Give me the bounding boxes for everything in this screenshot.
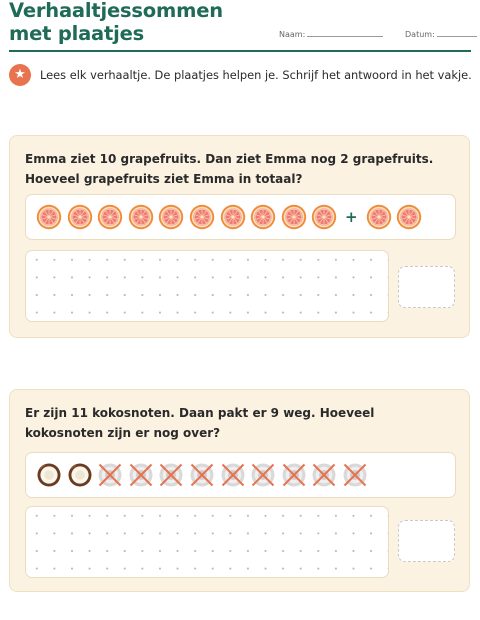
crossed-out-coconut-icon	[342, 462, 368, 488]
grapefruit-icon	[220, 204, 246, 230]
name-field[interactable]	[279, 30, 383, 39]
grapefruit-icon	[158, 204, 184, 230]
crossed-out-coconut-icon	[97, 462, 123, 488]
crossed-out-coconut-icon	[281, 462, 307, 488]
grapefruit-icon	[128, 204, 154, 230]
grapefruit-icon	[36, 204, 62, 230]
problem-card-1	[9, 135, 470, 338]
date-field[interactable]	[405, 30, 477, 39]
coconut-icon	[36, 462, 62, 488]
crossed-out-coconut-icon	[220, 462, 246, 488]
crossed-out-coconut-icon	[128, 462, 154, 488]
work-area[interactable]	[25, 250, 389, 322]
grapefruit-icon	[311, 204, 337, 230]
picture-row	[36, 461, 373, 489]
name-label: Naam:	[279, 30, 306, 39]
problem-card-2	[9, 389, 470, 592]
instruction-text: Lees elk verhaaltje. De plaatjes helpen je. Schrijf het antwoord in het vakje.	[40, 68, 472, 82]
problem-question: Er zijn 11 kokosnoten. Daan pakt er 9 weg. Hoeveel kokosnoten zijn er nog over?	[25, 406, 375, 440]
grapefruit-icon	[250, 204, 276, 230]
header-divider	[9, 50, 471, 52]
page-title: Verhaaltjessommen met plaatjes	[9, 0, 223, 45]
plus-sign: +	[344, 208, 358, 226]
crossed-out-coconut-icon	[158, 462, 184, 488]
problem-question: Emma ziet 10 grapefruits. Dan ziet Emma nog 2 grapefruits. Hoeveel grapefruits ziet Emma in totaal?	[25, 152, 434, 186]
grapefruit-icon	[189, 204, 215, 230]
answer-box[interactable]	[398, 520, 455, 562]
crossed-out-coconut-icon	[250, 462, 276, 488]
grapefruit-icon	[366, 204, 392, 230]
picture-box	[25, 452, 456, 498]
picture-box	[25, 194, 456, 240]
grapefruit-icon	[281, 204, 307, 230]
crossed-out-coconut-icon	[189, 462, 215, 488]
date-line	[437, 30, 477, 37]
work-area[interactable]	[25, 506, 389, 578]
name-line	[307, 30, 383, 37]
coconut-icon	[67, 462, 93, 488]
crossed-out-coconut-icon	[311, 462, 337, 488]
worksheet-header	[9, 0, 471, 52]
grapefruit-icon	[67, 204, 93, 230]
answer-box[interactable]	[398, 266, 455, 308]
grapefruit-icon	[97, 204, 123, 230]
date-label: Datum:	[405, 30, 435, 39]
grapefruit-icon	[396, 204, 422, 230]
picture-row	[36, 203, 427, 231]
star-icon: ★	[9, 64, 31, 86]
instruction-row	[9, 64, 471, 86]
